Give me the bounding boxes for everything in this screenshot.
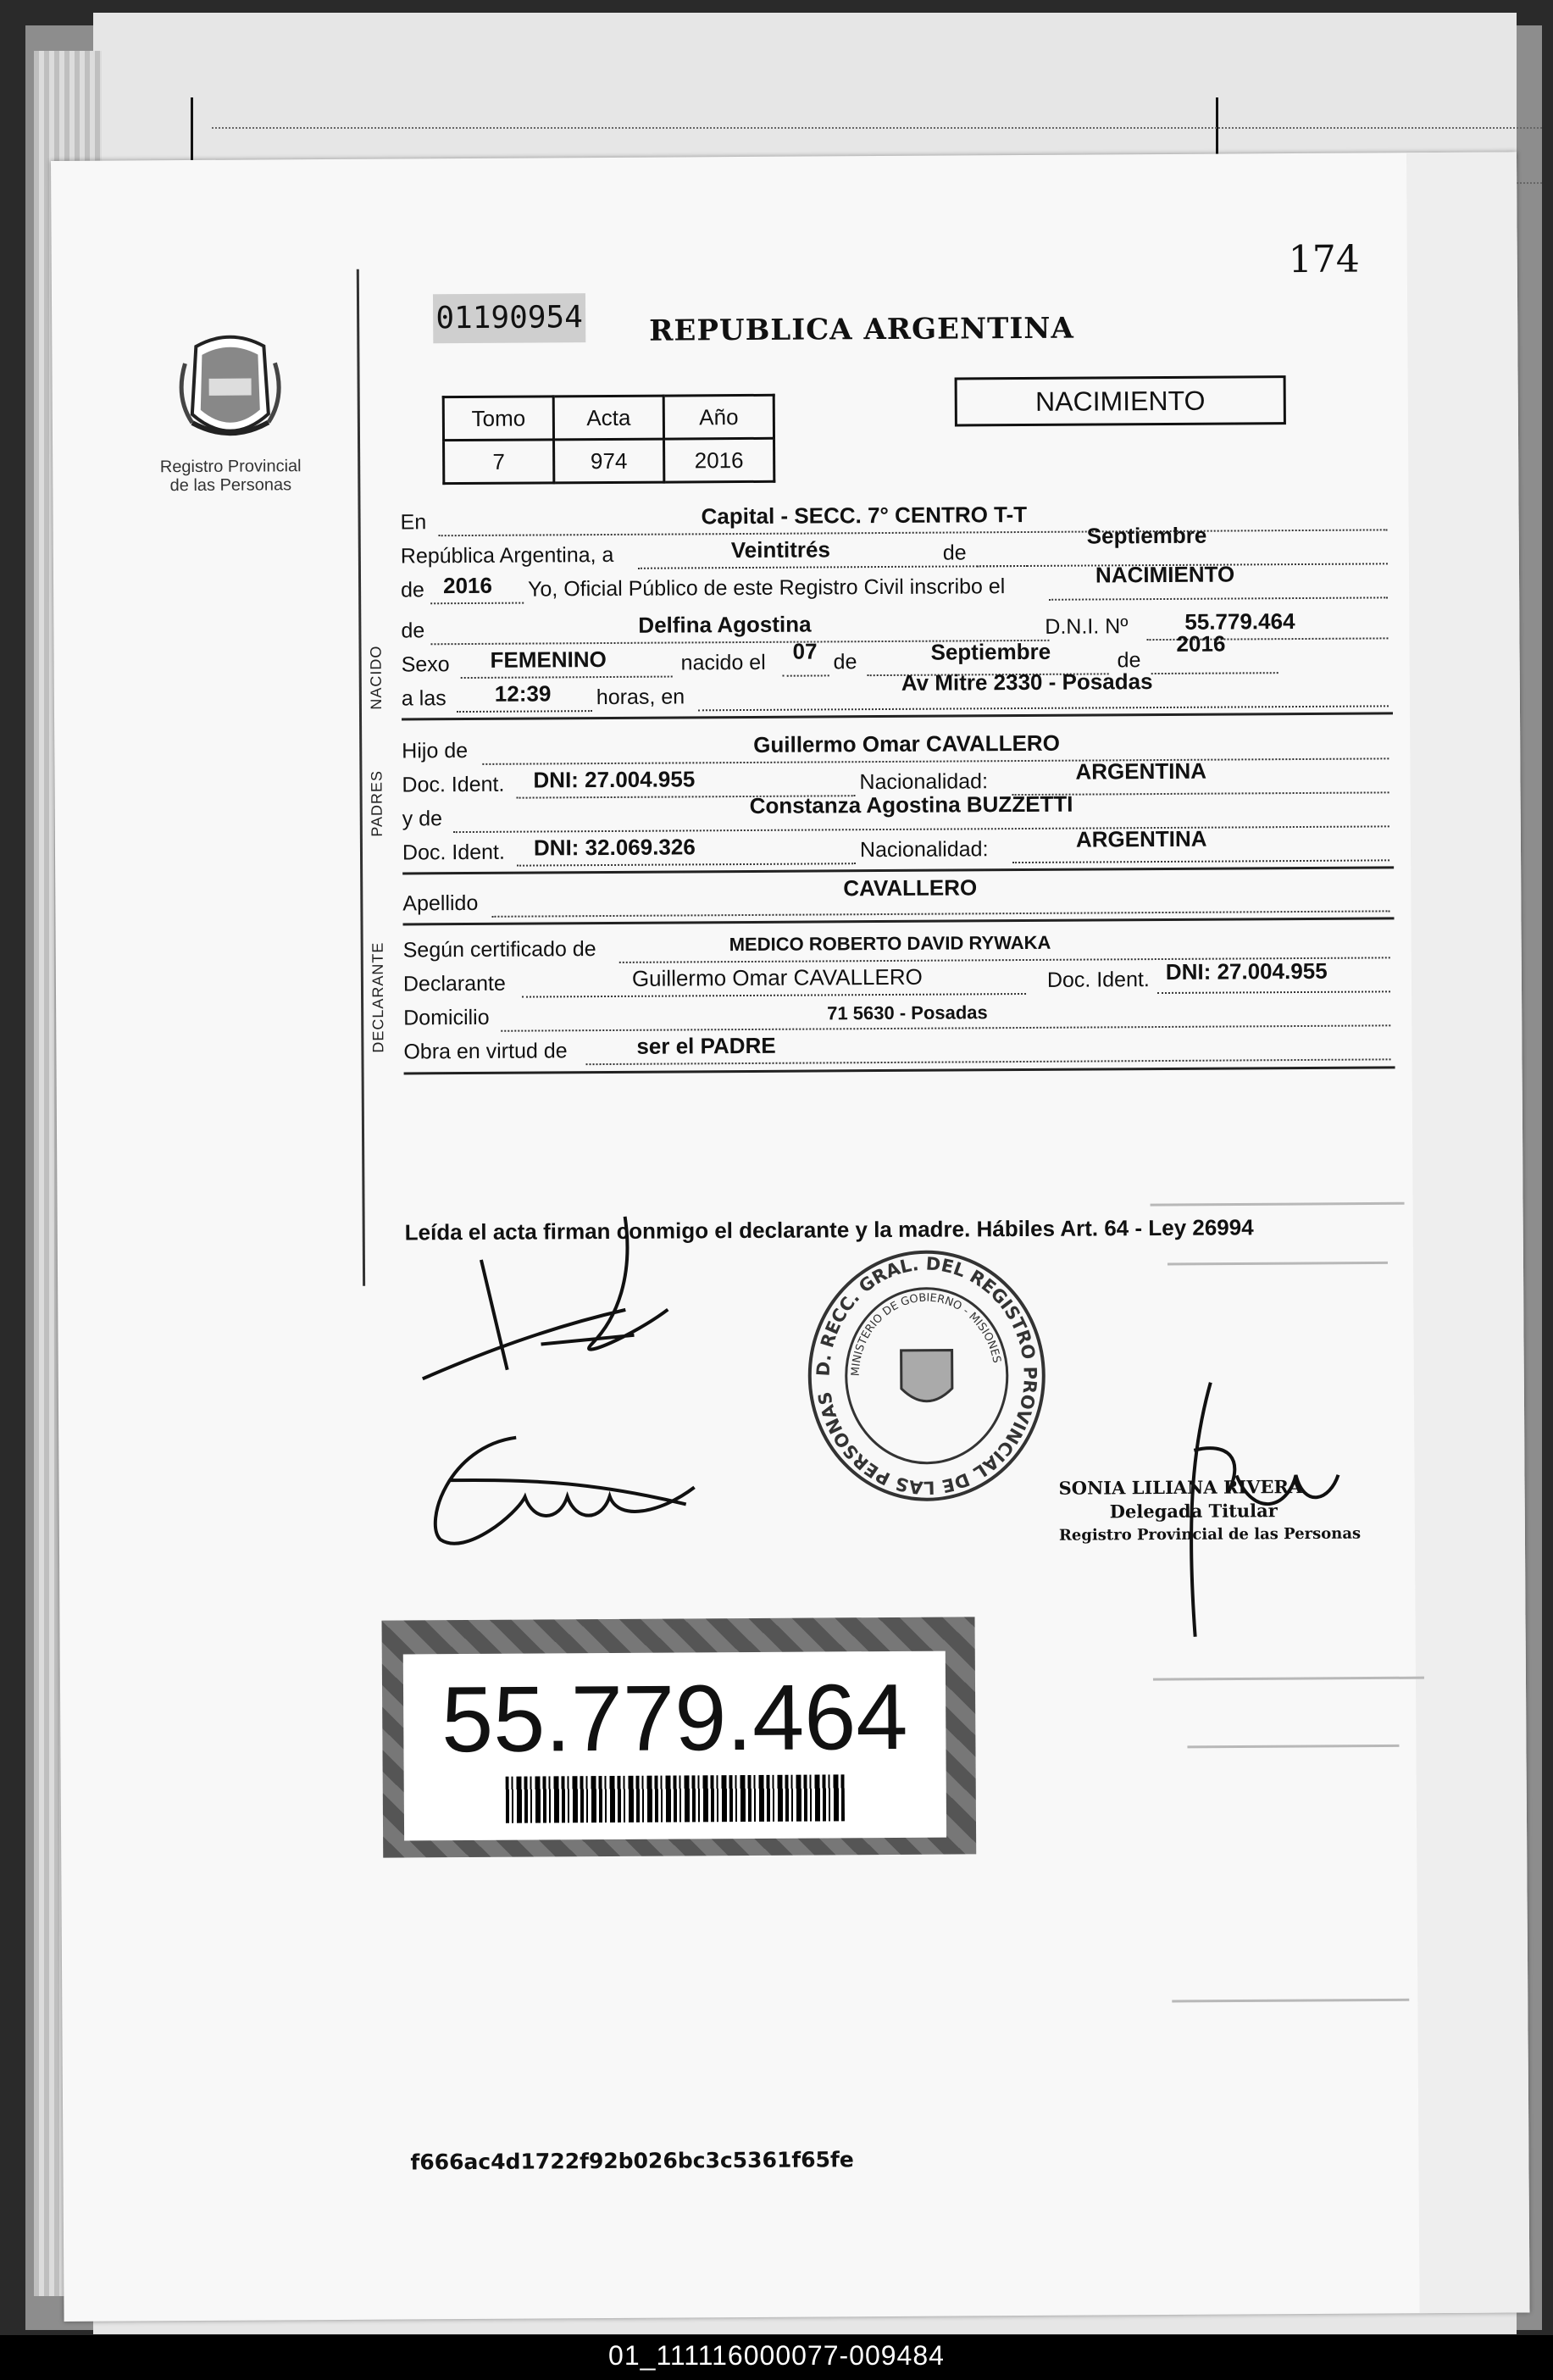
left-margin-rule (357, 269, 365, 1286)
field-declarante (402, 957, 1395, 1000)
signer-name: SONIA LILIANA RIVERA (1058, 1476, 1303, 1499)
field-value: Guillermo Omar CAVALLERO (631, 963, 923, 991)
register-table-row (444, 438, 774, 483)
register-value-cell: 7 (444, 440, 554, 484)
misiones-coat-of-arms-icon (132, 329, 328, 448)
field-dotted-line (698, 705, 1389, 711)
field-dotted-line (517, 863, 856, 866)
field-value: 55.779.464 (1184, 608, 1295, 635)
field-value: ser el PADRE (636, 1032, 776, 1059)
logo-caption (133, 457, 328, 495)
page-number: 174 (1288, 237, 1360, 282)
field-label: a las (401, 686, 446, 711)
field-value: DNI: 32.069.326 (533, 834, 696, 861)
id-number-sticker (382, 1617, 977, 1857)
field-label: horas, en (596, 685, 685, 710)
field-label: de (833, 650, 857, 674)
signer-title: Delegada Titular (1109, 1500, 1278, 1523)
field-label: Obra en virtud de (403, 1039, 568, 1064)
field-label: D.N.I. Nº (1045, 614, 1129, 639)
field-republica (400, 522, 1392, 572)
field-dotted-line (783, 674, 829, 676)
field-label: y de (402, 807, 443, 831)
section-divider (404, 1066, 1395, 1074)
field-value: Capital - SECC. 7° CENTRO T-T (701, 501, 1028, 530)
field-value: Delfina Agostina (638, 611, 812, 638)
register-table-header (443, 395, 774, 440)
field-value: Av Mitre 2330 - Posadas (901, 669, 1153, 696)
field-value: Veintitrés (730, 536, 830, 563)
register-value-cell: 2016 (664, 438, 774, 482)
field-domicilio (403, 996, 1395, 1034)
field-value: ARGENTINA (1075, 825, 1207, 852)
field-sexo (401, 630, 1393, 680)
field-dotted-line (491, 910, 1389, 917)
field-label: Domicilio (403, 1005, 490, 1030)
field-dotted-line (638, 565, 1028, 569)
field-obra (403, 1029, 1395, 1068)
official-stamp (803, 1248, 1051, 1504)
field-en (400, 500, 1391, 538)
sticker-label (403, 1651, 946, 1841)
footer-file-id: 01_111116000077-009484 (608, 2340, 945, 2371)
field-value: 2016 (1176, 630, 1226, 657)
field-value: 12:39 (494, 680, 552, 707)
field-value: 2016 (442, 572, 493, 599)
field-label: Doc. Ident. (402, 840, 505, 865)
field-value: 71 5630 - Posadas (827, 1001, 988, 1024)
stamp-inner-textpath: MINISTERIO DE GOBIERNO - MISIONES (849, 1291, 1003, 1377)
field-y-de (402, 791, 1394, 835)
field-hora (401, 669, 1393, 714)
field-label: Declarante (402, 971, 506, 996)
field-dotted-line (1049, 596, 1388, 600)
field-value: DNI: 27.004.955 (533, 766, 696, 793)
stamp-emblem-icon (901, 1351, 952, 1401)
barcode-icon (506, 1774, 845, 1822)
section-label-declarante: DECLARANTE (369, 941, 387, 1053)
field-label: Hijo de (402, 739, 469, 763)
field-value: NACIMIENTO (1095, 561, 1235, 588)
field-dotted-line (522, 993, 1026, 998)
register-value-cell: 974 (554, 439, 664, 483)
field-value: 07 (792, 638, 818, 664)
field-hijo-de (402, 729, 1393, 767)
mother-signature-icon (414, 1428, 720, 1556)
underlying-dotted-line (212, 127, 1542, 129)
field-label: República Argentina, a (400, 542, 614, 569)
record-type-box: NACIMIENTO (955, 375, 1286, 426)
field-value: MEDICO ROBERTO DAVID RYWAKA (729, 931, 1051, 956)
field-dotted-line (586, 1058, 1391, 1065)
field-label: de (942, 541, 967, 565)
declarant-signature-icon (413, 1207, 702, 1395)
register-header-cell: Acta (553, 396, 663, 440)
logo-caption-line: Registro Provincial (159, 457, 302, 477)
field-label: Nacionalidad: (859, 769, 989, 795)
register-header-cell: Tomo (443, 397, 553, 441)
field-dotted-line (1012, 859, 1389, 863)
field-dotted-line (461, 676, 673, 680)
field-value: FEMENINO (490, 646, 607, 673)
birth-certificate-page (51, 152, 1530, 2322)
field-value: Constanza Agostina BUZZETTI (749, 791, 1073, 818)
field-apellido (402, 874, 1394, 919)
field-dotted-line (457, 710, 592, 713)
field-label: de (401, 578, 424, 602)
field-label: de (1117, 648, 1141, 673)
field-label: Yo, Oficial Público de este Registro Civil inscribo el (528, 574, 1006, 602)
signer-org: Registro Provincial de las Personas (1058, 1524, 1362, 1545)
signer-block (1059, 1475, 1362, 1548)
logo-caption-line: de las Personas (169, 475, 292, 496)
field-value: CAVALLERO (843, 874, 978, 902)
country-title: REPUBLICA ARGENTINA (649, 311, 1074, 348)
register-table (442, 394, 776, 485)
field-dotted-line (430, 602, 524, 605)
sticker-dni-number: 55.779.464 (441, 1664, 908, 1773)
field-nombre (401, 608, 1392, 646)
field-label: Doc. Ident. (402, 772, 505, 797)
field-label: nacido el (680, 650, 766, 675)
field-value: Septiembre (930, 638, 1051, 665)
field-label: Apellido (402, 890, 479, 916)
field-value: Guillermo Omar CAVALLERO (753, 730, 1060, 757)
field-value: DNI: 27.004.955 (1165, 957, 1328, 985)
field-value: ARGENTINA (1075, 757, 1207, 785)
field-value: Septiembre (1086, 522, 1207, 549)
field-label: En (400, 510, 427, 535)
field-de-year (401, 561, 1392, 606)
section-label-nacido: NACIDO (367, 645, 385, 710)
document-hash: f666ac4d1722f92b026bc3c5361f65fe (410, 2147, 854, 2175)
field-label: de (401, 619, 425, 643)
field-label: Doc. Ident. (1046, 968, 1150, 992)
field-label: Según certificado de (402, 937, 596, 963)
serial-number: 01190954 (433, 293, 585, 343)
registry-logo (132, 329, 328, 495)
stamp-outer-textpath: D. RECC. GRAL. DEL REGISTRO PROVINCIAL DE LAS PERSONAS (813, 1253, 1040, 1498)
register-header-cell: Año (663, 395, 774, 439)
field-doc-madre (402, 825, 1394, 868)
section-label-padres: PADRES (368, 769, 385, 837)
field-label: Nacionalidad: (859, 837, 989, 863)
field-dotted-line (1151, 672, 1278, 674)
field-dotted-line (1157, 990, 1390, 994)
closing-statement: Leída el acta firman conmigo el declarante y la madre. Hábiles Art. 64 - Ley 26994 (404, 1214, 1254, 1245)
field-label: Sexo (401, 652, 450, 677)
